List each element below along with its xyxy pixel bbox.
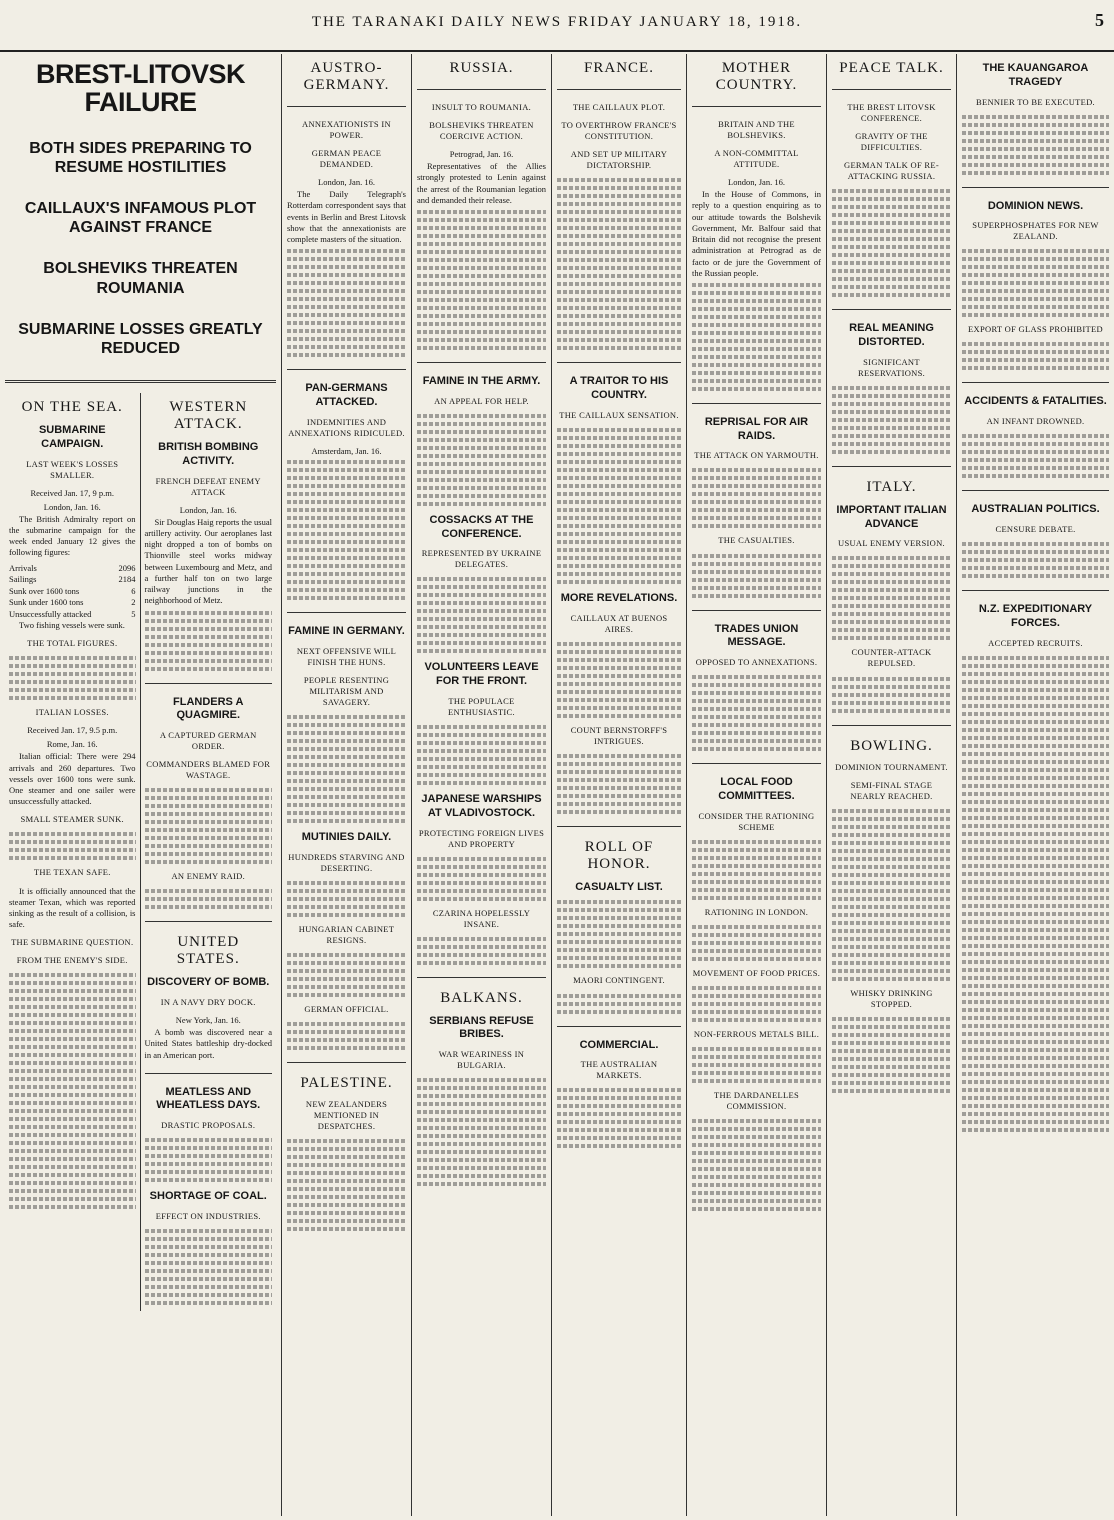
article-subheading: SEMI-FINAL STAGE NEARLY REACHED. (850, 779, 933, 801)
page-number: 5 (1095, 10, 1104, 30)
article-subheading: A CAPTURED GERMAN ORDER. (159, 730, 257, 752)
article-heading: PAN-GERMANS ATTACKED. (305, 382, 388, 409)
article-subheading: THE TOTAL FIGURES. (27, 638, 118, 649)
article-subheading: OPPOSED TO ANNEXATIONS. (695, 657, 818, 668)
lead-subhead-4: SUBMARINE LOSSES GREATLY REDUCED (18, 320, 263, 357)
dateline: New York, Jan. 16. (175, 1015, 241, 1026)
article-subheading: THE POPULACE ENTHUSIASTIC. (448, 695, 515, 717)
masthead-title: THE TARANAKI DAILY NEWS FRIDAY JANUARY 18, 1918. (311, 14, 803, 30)
column-4 (552, 54, 687, 1516)
lead-subhead-3: BOLSHEVIKS THREATEN ROUMANIA (43, 260, 238, 297)
column-1 (0, 54, 282, 1516)
article-heading: CASUALTY LIST. (575, 880, 663, 893)
article-subheading: FROM THE ENEMY'S SIDE. (16, 955, 128, 966)
article-subheading: USUAL ENEMY VERSION. (838, 538, 945, 549)
column-7 (957, 54, 1114, 1516)
dateline: London, Jan. 16. (728, 177, 785, 188)
article-heading: FAMINE IN THE ARMY. (422, 375, 541, 388)
dateline: Rome, Jan. 16. (46, 739, 98, 750)
article-heading: TRADES UNION MESSAGE. (714, 622, 799, 649)
article-subheading: DRASTIC PROPOSALS. (161, 1120, 256, 1131)
section-heading: UNITED STATES. (176, 934, 240, 968)
article-subheading: THE ATTACK ON YARMOUTH. (694, 450, 819, 461)
stat-row: Sunk under 1600 tons 2 (9, 597, 136, 608)
article-heading: SUBMARINE CAMPAIGN. (38, 424, 106, 450)
article-subheading: COUNT BERNSTORFF'S INTRIGUES. (570, 724, 668, 746)
article-heading: COSSACKS AT THE CONFERENCE. (429, 513, 534, 540)
lead-subhead-2: CAILLAUX'S INFAMOUS PLOT AGAINST FRANCE (24, 200, 257, 237)
article-body: Italian official: There were 294 arrivals and 260 departures. Two vessels over 1600 tons were sunk. One steamer and one sailer were unsuccessfully attacked. (9, 751, 136, 807)
masthead (0, 0, 1114, 52)
article-subheading: WHISKY DRINKING STOPPED. (850, 987, 933, 1009)
stat-row: Sunk over 1600 tons 6 (9, 585, 136, 596)
article-subheading: MOVEMENT OF FOOD PRICES. (692, 967, 821, 978)
lead-subhead-1: BOTH SIDES PREPARING TO RESUME HOSTILITIES (29, 139, 252, 176)
article-subheading: REPRESENTED BY UKRAINE DELEGATES. (421, 548, 542, 570)
section-heading: ITALY. (866, 478, 917, 495)
section-heading: RUSSIA. (449, 60, 514, 76)
article-body: It is officially announced that the steamer Texan, which was reported sinking as the result of a collision, is safe. (9, 885, 136, 930)
stat-row: Arrivals 2096 (9, 562, 136, 573)
article-subheading: THE DARDANELLES COMMISSION. (713, 1089, 799, 1111)
article-heading: DISCOVERY OF BOMB. (147, 976, 270, 989)
dateline: Received Jan. 17, 9.5 p.m. (27, 725, 118, 736)
section-heading: AUSTRO-GERMANY. (303, 60, 390, 93)
article-subheading: CZARINA HOPELESSLY INSANE. (432, 907, 531, 929)
article-subheading: THE CAILLAUX SENSATION. (559, 409, 679, 420)
section-heading: MOTHER COUNTRY. (715, 60, 798, 93)
article-subheading: HUNDREDS STARVING AND DESERTING. (288, 851, 405, 873)
article-body: In the House of Commons, in reply to a question enquiring as to our attitude towards the Bolshevik Government, Mr. Balfour said that Britain did not recognise the present administration at Petrograd as de facto or de jure the Government of the Russian people. (692, 189, 821, 278)
article-heading: A TRAITOR TO HIS COUNTRY. (569, 375, 669, 401)
article-subheading: CONSIDER THE RATIONING SCHEME (698, 810, 815, 832)
article-subheading: PEOPLE RESENTING MILITARISM AND SAVAGERY. (303, 674, 390, 707)
article-subheading: DOMINION TOURNAMENT. (835, 761, 948, 772)
section-heading: WESTERN ATTACK. (169, 399, 248, 433)
on-the-sea-section (5, 393, 141, 1311)
section-heading: ON THE SEA. (21, 399, 123, 416)
article-heading: MEATLESS AND WHEATLESS DAYS. (156, 1085, 261, 1112)
article-subheading: AND SET UP MILITARY DICTATORSHIP. (570, 149, 668, 171)
article-body: Sir Douglas Haig reports the usual artillery activity. Our aeroplanes last night dropped a ton of bombs on Thionville steel works midway between Luxembourg and Metz, and a further half ton on two large railway junctions in the neighborhood of Metz. (144, 516, 272, 606)
article-subheading: SMALL STEAMER SUNK. (20, 814, 124, 825)
lead-headline: BREST-LITOVSK FAILURE (35, 59, 246, 118)
article-subheading: THE AUSTRALIAN MARKETS. (580, 1059, 658, 1081)
article-subheading: GERMAN OFFICIAL. (304, 1003, 389, 1014)
dateline: London, Jan. 16. (43, 501, 101, 512)
article-heading: COMMERCIAL. (579, 1038, 659, 1051)
article-subheading: EXPORT OF GLASS PROHIBITED (968, 324, 1103, 335)
article-heading: REAL MEANING DISTORTED. (849, 322, 934, 349)
article-subheading: BENNIER TO BE EXECUTED. (976, 96, 1095, 107)
article-subheading: IN A NAVY DRY DOCK. (160, 997, 256, 1008)
article-heading: N.Z. EXPEDITIONARY FORCES. (978, 603, 1093, 629)
article-heading: DOMINION NEWS. (987, 199, 1084, 212)
article-heading: IMPORTANT ITALIAN ADVANCE (836, 503, 947, 530)
dateline: London, Jan. 16. (179, 504, 237, 515)
article-subheading: MAORI CONTINGENT. (573, 975, 665, 986)
article-subheading: NEXT OFFENSIVE WILL FINISH THE HUNS. (296, 645, 397, 667)
article-subheading: INSULT TO ROUMANIA. (431, 102, 532, 112)
article-subheading: PROTECTING FOREIGN LIVES AND PROPERTY (418, 827, 545, 849)
article-heading: FLANDERS A QUAGMIRE. (173, 695, 244, 722)
stat-row: Sailings 2184 (9, 574, 136, 585)
article-subheading: NON-FERROUS METALS BILL. (693, 1028, 820, 1039)
article-subheading: A NON-COMMITTAL ATTITUDE. (714, 148, 799, 170)
article-subheading: SIGNIFICANT RESERVATIONS. (857, 356, 926, 378)
article-heading: FAMINE IN GERMANY. (288, 624, 405, 637)
article-heading: BRITISH BOMBING ACTIVITY. (158, 441, 259, 467)
section-heading: BALKANS. (440, 989, 523, 1006)
dateline: London, Jan. 16. (318, 177, 375, 188)
article-subheading: THE TEXAN SAFE. (33, 867, 111, 878)
article-heading: VOLUNTEERS LEAVE FOR THE FRONT. (424, 661, 539, 688)
article-subheading: AN INFANT DROWNED. (986, 416, 1085, 427)
section-heading: ROLL OF HONOR. (584, 838, 654, 872)
article-subheading: CAILLAUX AT BUENOS AIRES. (570, 612, 668, 634)
article-subheading: COMMANDERS BLAMED FOR WASTAGE. (146, 759, 271, 781)
article-subheading: ACCEPTED RECRUITS. (988, 637, 1083, 648)
article-heading: SHORTAGE OF COAL. (149, 1190, 267, 1203)
article-body: Two fishing vessels were sunk. (19, 620, 125, 630)
article-subheading: THE SUBMARINE QUESTION. (11, 937, 134, 948)
article-subheading: LAST WEEK'S LOSSES SMALLER. (26, 458, 119, 480)
article-subheading: WAR WEARINESS IN BULGARIA. (438, 1049, 525, 1071)
article-subheading: SUPERPHOSPHATES FOR NEW ZEALAND. (972, 220, 1099, 242)
western-attack-section (141, 393, 277, 1311)
article-subheading: ITALIAN LOSSES. (35, 707, 109, 718)
article-subheading: AN APPEAL FOR HELP. (434, 395, 529, 406)
section-heading: FRANCE. (584, 60, 654, 76)
article-subheading: GERMAN TALK OF RE-ATTACKING RUSSIA. (844, 160, 939, 182)
article-body: Representatives of the Allies strongly protested to Lenin against the arrest of the Roumanian legation and demanded their release. (417, 161, 546, 205)
article-subheading: BRITAIN AND THE BOLSHEVIKS. (718, 119, 795, 141)
article-heading: LOCAL FOOD COMMITTEES. (718, 776, 795, 802)
article-subheading: EFFECT ON INDUSTRIES. (155, 1211, 261, 1222)
article-subheading: NEW ZEALANDERS MENTIONED IN DESPATCHES. (305, 1098, 388, 1131)
article-body: The Daily Telegraph's Rotterdam correspondent says that events in Berlin and Brest Litovsk show that the annexationists are complete masters of the situation. (287, 189, 406, 245)
article-body: The British Admiralty report on the submarine campaign for the week ended January 12 gives the following figures: (9, 513, 136, 558)
article-heading: AUSTRALIAN POLITICS. (971, 503, 1100, 516)
article-heading: SERBIANS REFUSE BRIBES. (429, 1014, 534, 1041)
article-subheading: CENSURE DEBATE. (995, 523, 1076, 534)
column-5 (687, 54, 827, 1516)
dateline: Received Jan. 17, 9 p.m. (30, 487, 115, 498)
article-subheading: GERMAN PEACE DEMANDED. (311, 148, 382, 170)
article-subheading: BOLSHEVIKS THREATEN COERCIVE ACTION. (429, 120, 534, 142)
article-subheading: ANNEXATIONISTS IN POWER. (302, 119, 391, 141)
column-6 (827, 54, 957, 1516)
article-subheading: THE CAILLAUX PLOT. (572, 102, 666, 112)
article-subheading: THE BREST LITOVSK CONFERENCE. (847, 102, 936, 124)
article-subheading: THE CASUALTIES. (718, 535, 795, 546)
article-subheading: GRAVITY OF THE DIFFICULTIES. (855, 131, 928, 153)
dateline: Petrograd, Jan. 16. (449, 149, 514, 160)
column-2 (282, 54, 412, 1516)
article-subheading: AN ENEMY RAID. (171, 871, 246, 882)
article-heading: MUTINIES DAILY. (301, 830, 392, 843)
section-heading: PEACE TALK. (839, 60, 944, 76)
article-body: A bomb was discovered near a United States battleship dry-docked in an American port. (144, 1027, 272, 1060)
article-subheading: FRENCH DEFEAT ENEMY ATTACK (155, 475, 261, 497)
article-heading: REPRISAL FOR AIR RAIDS. (704, 415, 809, 442)
article-subheading: RATIONING IN LONDON. (704, 906, 809, 917)
section-heading: BOWLING. (850, 737, 933, 754)
article-subheading: TO OVERTHROW FRANCE'S CONSTITUTION. (561, 120, 677, 142)
dateline: Amsterdam, Jan. 16. (311, 445, 382, 456)
stat-row: Unsuccessfully attacked 5 (9, 608, 136, 619)
article-subheading: INDEMNITIES AND ANNEXATIONS RIDICULED. (288, 416, 405, 438)
column-3 (412, 54, 552, 1516)
article-subheading: COUNTER-ATTACK REPULSED. (851, 647, 932, 669)
section-heading: PALESTINE. (300, 1074, 393, 1091)
article-heading: JAPANESE WARSHIPS AT VLADIVOSTOCK. (421, 793, 542, 819)
article-heading: MORE REVELATIONS. (560, 591, 678, 604)
article-heading: ACCIDENTS & FATALITIES. (964, 395, 1107, 408)
section-heading: THE KAUANGAROA TRAGEDY (982, 62, 1089, 88)
article-subheading: HUNGARIAN CABINET RESIGNS. (298, 923, 395, 945)
